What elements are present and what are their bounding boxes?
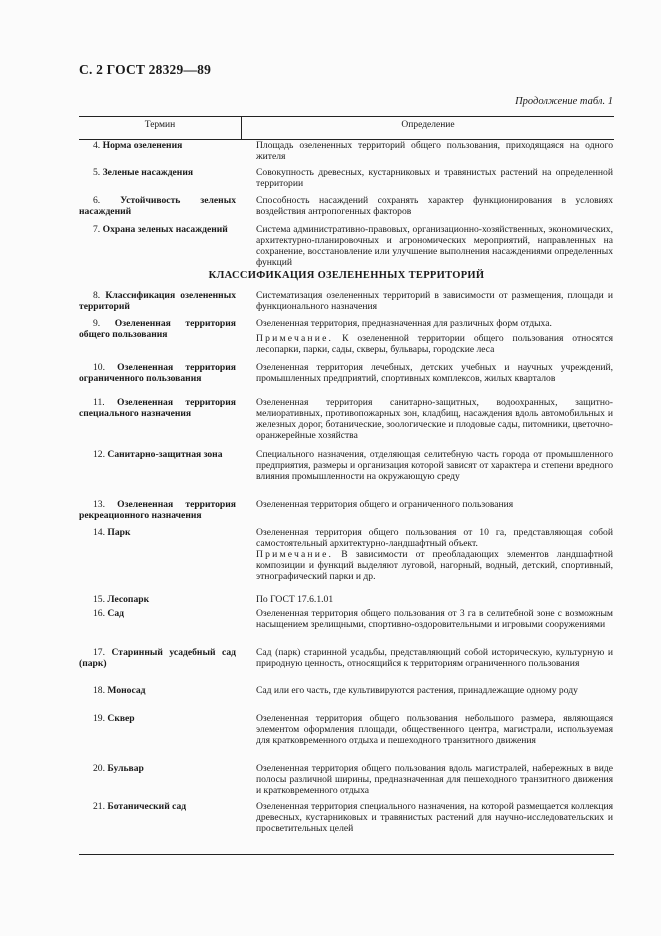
row-number: 13. — [93, 499, 105, 510]
row-number: 6. — [93, 195, 101, 206]
table-continuation: Продолжение табл. 1 — [515, 96, 613, 107]
row-number: 15. — [93, 594, 105, 605]
row-definition: Способность насаждений сохранять характер функционирования в условиях воздействия антропогенных факторов — [256, 195, 613, 217]
row-term-text: Санитарно-защитная зона — [107, 449, 223, 460]
row-definition: Озелененная территория общего пользования небольшого размера, являющаяся элементом оформления площади, общественного центра, магистрали, используемая для кратковременного отдыха и пешеходного транзитного движения — [256, 713, 613, 746]
row-number: 7. — [93, 224, 101, 235]
row-number: 11. — [93, 397, 105, 408]
row-term-text: Парк — [107, 527, 131, 538]
row-definition: Сад (парк) старинной усадьбы, представляющий собой историческую, культурную и природную ценность, относящийся к территориям ограниченного пользования — [256, 647, 613, 669]
row-term-text: Озелененная территория рекреационного назначения — [79, 499, 236, 521]
row-definition: Озелененная территория общего пользования от 3 га в селитебной зоне с возможным насыщением зрелищными, спортивно-оздоровительными и игровыми сооружениями — [256, 608, 613, 630]
row-term-text: Моносад — [107, 685, 146, 696]
row-term — [79, 398, 236, 420]
row-number: 9. — [93, 318, 101, 329]
row-term — [79, 802, 236, 813]
row-number: 20. — [93, 763, 105, 774]
row-number: 18. — [93, 685, 105, 696]
row-term — [79, 363, 236, 385]
row-number: 5. — [93, 167, 101, 178]
row-number: 19. — [93, 713, 105, 724]
row-definition: Озелененная территория, предназначенная для различных форм отдыха. — [256, 318, 552, 329]
row-definition: Озелененная территория санитарно-защитных, водоохранных, защитно-мелиоративных, противопожарных зон, кладбищ, насаждения вдоль автомобильных и железных дорог, ботанические, зоологические и плодовые сады, питомники, цветочно-оранжерейные хозяйства — [256, 397, 613, 441]
row-term-text: Сад — [107, 608, 124, 619]
row-term-text: Классификация озелененных территорий — [79, 290, 236, 312]
row-term-text: Сквер — [107, 713, 135, 724]
row-term-text: Зеленые насаждения — [102, 167, 194, 178]
row-term — [79, 450, 236, 461]
row-definition: Озелененная территория лечебных, детских учебных и научных учреждений, промышленных предприятий, спортивных комплексов, жилых кварталов — [256, 362, 613, 384]
row-definition: Озелененная территория специального назначения, на которой размещается коллекция древесных, кустарниковых и травянистых растений для научно-исследовательских и просветительных целей — [256, 801, 613, 834]
row-term-text: Лесопарк — [107, 594, 150, 605]
row-term-text: Старинный усадебный сад (парк) — [79, 647, 236, 669]
row-definition: Систематизация озелененных территорий в зависимости от размещения, площади и функционального назначения — [256, 290, 613, 312]
row-term — [79, 225, 236, 236]
row-term — [79, 648, 236, 670]
row-term — [79, 686, 236, 697]
row-definition: Озелененная территория общего пользования вдоль магистралей, набережных в виде полосы различной ширины, предназначенная для пешеходного транзитного движения и кратковременного отдыха — [256, 763, 613, 796]
column-header-definition: Определение — [401, 120, 455, 130]
row-number: 8. — [93, 290, 101, 301]
row-definition: Специального назначения, отделяющая селитебную часть города от промышленного предприятия, размеры и организация которой зависят от характера и степени вредного влияния промышленности на окружающую среду — [256, 449, 613, 482]
row-term — [79, 291, 236, 313]
row-term — [79, 609, 236, 620]
note-text-block — [256, 334, 613, 356]
row-definition: Площадь озелененных территорий общего пользования, приходящаяся на одного жителя — [256, 140, 613, 162]
row-definition: Совокупность древесных, кустарниковых и травянистых растений на определенной территории — [256, 167, 613, 189]
row-number: 21. — [93, 801, 105, 812]
row-term — [79, 168, 236, 179]
row-term — [79, 141, 236, 152]
row-term-text: Озелененная территория ограниченного пользования — [79, 362, 236, 384]
table-top-rule — [79, 116, 614, 117]
row-term — [79, 764, 236, 775]
note-text: В зависимости от преобладающих элементов ландшафтной композиции и функций выделяют луговой, нагорный, водный, детский, спортивный, этнографический парки и др. — [256, 549, 613, 582]
row-number: 4. — [93, 140, 101, 151]
note-text: К озелененной территории общего пользования относятся лесопарки, парки, сады, скверы, бульвары, городские леса — [256, 333, 613, 355]
row-definition: По ГОСТ 17.6.1.01 — [256, 594, 334, 605]
row-term — [79, 714, 236, 725]
row-definition: Система административно-правовых, организационно-хозяйственных, экономических, архитектурно-планировочных и агрономических мероприятий, направленных на сохранение, восстановление или улучшение выполнения насаждениями определенных функций — [256, 224, 613, 268]
row-term-text: Ботанический сад — [107, 801, 187, 812]
row-definition: Сад или его часть, где культивируются растения, принадлежащие одному роду — [256, 685, 578, 696]
section-heading: КЛАССИФИКАЦИЯ ОЗЕЛЕНЕННЫХ ТЕРРИТОРИЙ — [208, 270, 485, 281]
page-header: С. 2 ГОСТ 28329—89 — [79, 62, 212, 77]
row-term — [79, 500, 236, 522]
row-term-text: Озелененная территория специального назначения — [79, 397, 236, 419]
row-number: 10. — [93, 362, 105, 373]
note-text-block — [256, 550, 613, 583]
row-term-text: Устойчивость зеленых насаждений — [79, 195, 236, 217]
row-number: 14. — [93, 527, 105, 538]
row-term — [79, 319, 236, 341]
row-term — [79, 196, 236, 218]
table-bottom-rule — [79, 854, 614, 855]
row-definition: Озелененная территория общего и ограниченного пользования — [256, 499, 514, 510]
row-number: 12. — [93, 449, 105, 460]
column-header-term: Термин — [144, 120, 176, 130]
row-definition: Озелененная территория общего пользования от 10 га, представляющая собой самостоятельный архитектурно-ландшафтный объект. — [256, 527, 613, 549]
row-term-text: Озелененная территория общего пользования — [79, 318, 236, 340]
row-term — [79, 528, 236, 539]
row-term-text: Норма озеленения — [102, 140, 183, 151]
row-term-text: Охрана зеленых насаждений — [102, 224, 228, 235]
row-term — [79, 595, 236, 606]
note-label: Примечание. — [256, 549, 334, 560]
row-term-text: Бульвар — [107, 763, 144, 774]
row-number: 17. — [93, 647, 105, 658]
row-number: 16. — [93, 608, 105, 619]
note-label: Примечание. — [256, 333, 334, 344]
